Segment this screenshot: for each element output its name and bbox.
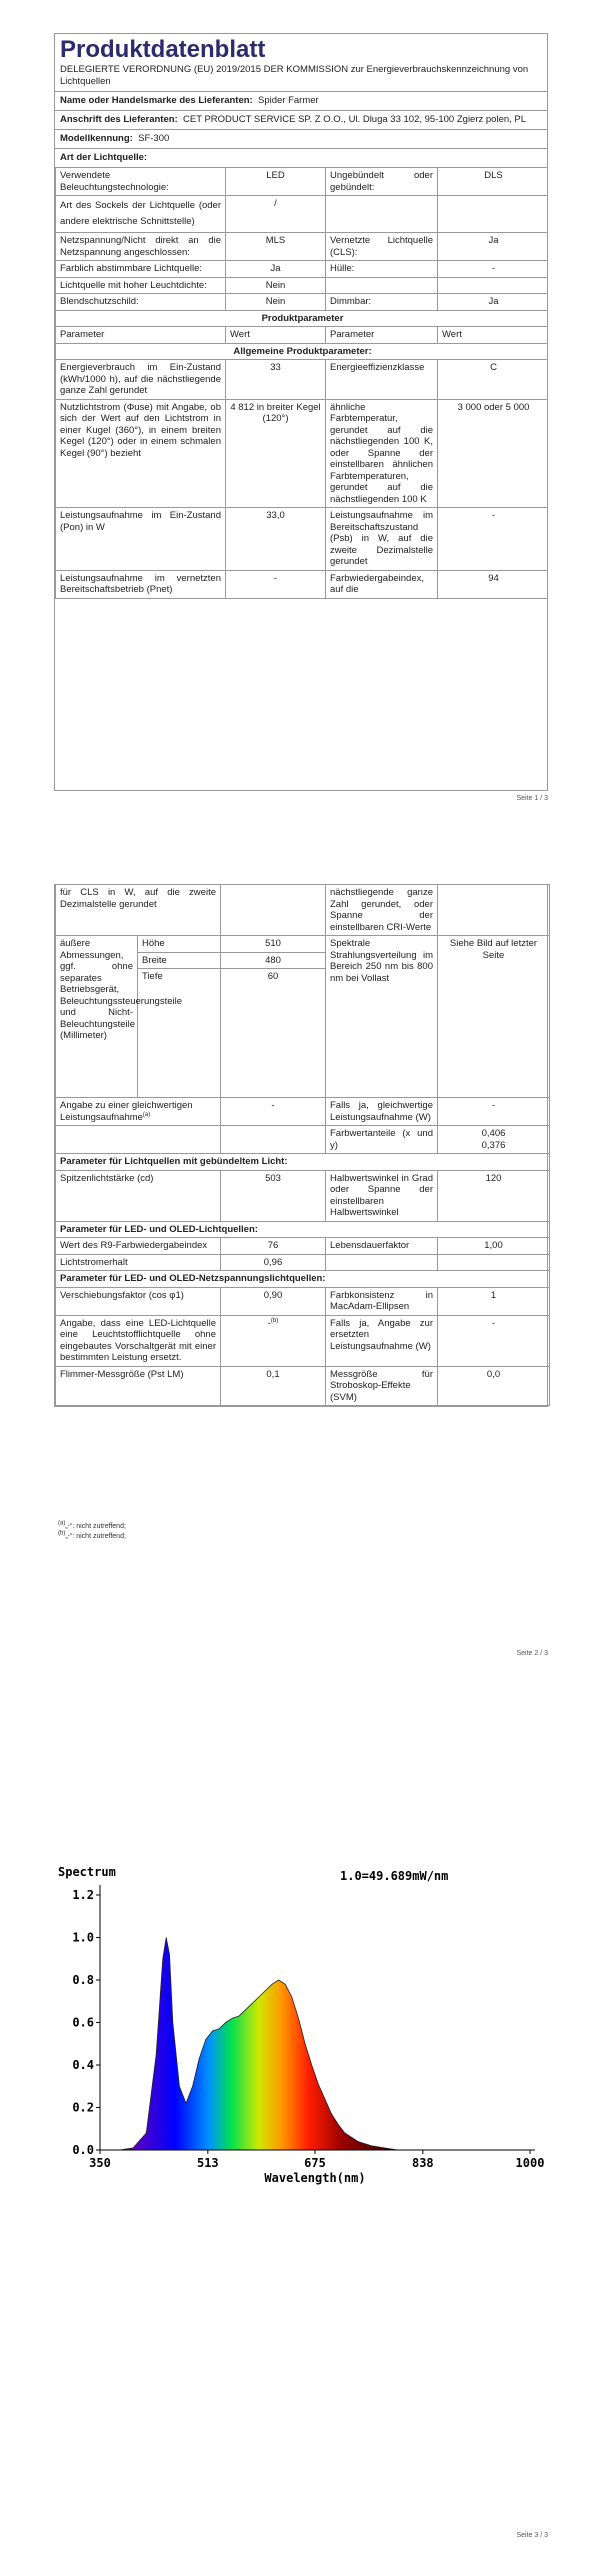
table-cell: Farbkonsistenz in MacAdam-Ellipsen [326, 1287, 438, 1315]
table-cell [326, 196, 438, 233]
table-cell: Messgröße für Stroboskop-Effekte (SVM) [326, 1366, 438, 1406]
table-cell: Flimmer-Messgröße (Pst LM) [56, 1366, 221, 1406]
table-cell: 0,96 [221, 1254, 326, 1271]
table-cell: 33,0 [226, 508, 326, 571]
footnote-a [58, 1522, 126, 1532]
y-tick-label: 1.2 [72, 1888, 94, 1902]
x-tick-label: 838 [411, 2156, 434, 2170]
table-cell: Ja [438, 294, 549, 311]
table-cell [438, 1126, 550, 1154]
supplier-name-row [55, 91, 547, 110]
page-number: Seite 1 / 3 [516, 795, 548, 802]
table-cell: Leistungsaufnahme im vernetzten Bereitschaftsbetrieb (Pnet) [56, 570, 226, 598]
table-cell: Leistungsaufnahme im Bereitschaftszustand (Psb) in W, auf die zweite Dezimalstelle gerundet [326, 508, 438, 571]
footnote-ref: (a) [142, 1111, 151, 1118]
table-cell: 0,0 [438, 1366, 550, 1406]
dimensions-label: äußere Abmessungen, ggf. ohne separates Betriebsgerät, Beleuchtungssteuerungsteile und Nicht-Beleuchtungsteile (Millimeter) [56, 936, 138, 1098]
page-1 [0, 0, 603, 820]
table-row [56, 399, 549, 508]
y-tick-label: 0.4 [72, 2058, 94, 2072]
datasheet-frame-2 [54, 884, 548, 1407]
table-row [56, 168, 549, 196]
dim-value-depth: 60 [221, 969, 326, 1098]
supplier-name-value: Spider Farmer [258, 95, 319, 106]
table-cell: Lebensdauerfaktor [326, 1238, 438, 1255]
supplier-address-label: Anschrift des Lieferanten: [60, 114, 178, 125]
x-tick-label: 513 [196, 2156, 219, 2170]
table-cell [221, 1126, 326, 1154]
datasheet-frame-1 [54, 33, 548, 791]
section-header-row [56, 310, 549, 327]
table-cell: - [438, 261, 549, 278]
table-row [56, 196, 549, 233]
dim-value-height: 510 [221, 936, 326, 953]
table-cell: - [438, 1098, 550, 1126]
table-cell: 76 [221, 1238, 326, 1255]
section-header-row [56, 1221, 550, 1238]
replace-value: - [267, 1317, 271, 1329]
table-row [56, 1098, 550, 1126]
y-tick-label: 0.0 [72, 2143, 94, 2157]
table-cell: 120 [438, 1170, 550, 1221]
table-row [56, 277, 549, 294]
led-header: Parameter für LED- und OLED-Lichtquellen: [56, 1221, 550, 1238]
table-cell: Nein [226, 294, 326, 311]
table-row [56, 1287, 550, 1315]
table-row [56, 936, 550, 953]
y-tick-label: 0.6 [72, 2015, 94, 2030]
supplier-name-label: Name oder Handelsmarke des Lieferanten: [60, 95, 253, 106]
supplier-address-row [55, 110, 547, 129]
table-row [56, 261, 549, 278]
table-cell [326, 1254, 438, 1271]
table-row [56, 360, 549, 400]
table-cell: Dimmbar: [326, 294, 438, 311]
y-tick-label: 0.8 [72, 1973, 94, 1987]
column-header-param: Parameter [326, 327, 438, 344]
table-cell: 503 [221, 1170, 326, 1221]
column-header-row [56, 327, 549, 344]
table-cell: Spitzenlichtstärke (cd) [56, 1170, 221, 1221]
table-cell: Lichtquelle mit hoher Leuchtdichte: [56, 277, 226, 294]
lightsource-type-row [55, 148, 547, 167]
table-cell: Halbwertswinkel in Grad oder Spanne der einstellbaren Halbwertswinkel [326, 1170, 438, 1221]
table-cell [56, 1098, 221, 1126]
table-cell: DLS [438, 168, 549, 196]
model-row [55, 129, 547, 148]
equiv-label: Angabe zu einer gleichwertigen Leistungsaufnahme [60, 1100, 193, 1123]
table-cell: Ja [226, 261, 326, 278]
column-header-param: Parameter [56, 327, 226, 344]
table-cell: Ja [438, 233, 549, 261]
page-title: Produktdatenblatt [60, 36, 266, 63]
table-cell: MLS [226, 233, 326, 261]
params-table-continued [55, 884, 550, 1406]
table-cell: 4 812 in breiter Kegel (120°) [226, 399, 326, 508]
table-cell: Verwendete Beleuchtungstechnologie: [56, 168, 226, 196]
table-cell [221, 885, 326, 936]
table-cell: Verschiebungsfaktor (cos φ1) [56, 1287, 221, 1315]
table-cell: 1 [438, 1287, 550, 1315]
column-header-value: Wert [226, 327, 326, 344]
dim-label-height: Höhe [138, 936, 221, 953]
table-cell: Art des Sockels der Lichtquelle (oder andere elektrische Schnittstelle) [56, 196, 226, 233]
table-cell: Ungebündelt oder gebündelt: [326, 168, 438, 196]
table-cell: C [438, 360, 549, 400]
table-row [56, 1170, 550, 1221]
dim-label-width: Breite [138, 952, 221, 969]
table-cell: Nein [226, 277, 326, 294]
table-row [56, 1238, 550, 1255]
regulation-subtitle: DELEGIERTE VERORDNUNG (EU) 2019/2015 DER KOMMISSION zur Energieverbrauchskennzeichnung von Lichtquellen [60, 64, 529, 87]
table-row [56, 1315, 550, 1366]
table-cell: Lichtstromerhalt [56, 1254, 221, 1271]
product-params-header: Produktparameter [56, 310, 549, 327]
table-cell: Leistungsaufnahme im Ein-Zustand (Pon) in W [56, 508, 226, 571]
chart-title: Spectrum [58, 1865, 116, 1879]
table-cell: - [438, 508, 549, 571]
table-cell: Netzspannung/Nicht direkt an die Netzspannung angeschlossen: [56, 233, 226, 261]
table-cell: 33 [226, 360, 326, 400]
table-cell: nächstliegende ganze Zahl gerundet, oder Spanne der einstellbaren CRI-Werte [326, 885, 438, 936]
x-tick-label: 1000 [515, 2156, 545, 2170]
model-value: SF-300 [138, 133, 170, 144]
page-number: Seite 2 / 3 [516, 1650, 548, 1657]
table-cell: Farbwiedergabeindex, auf die [326, 570, 438, 598]
spectral-value: Siehe Bild auf letzter Seite [438, 936, 550, 1098]
spectral-label: Spektrale Strahlungsverteilung im Bereich 250 nm bis 800 nm bei Vollast [326, 936, 438, 1098]
model-label: Modellkennung: [60, 133, 133, 144]
table-cell: Energieeffizienzklasse [326, 360, 438, 400]
chart-annotation: 1.0=49.689mW/nm [340, 1869, 449, 1883]
spectrum-area [120, 1938, 398, 2151]
page-2 [0, 880, 603, 1680]
table-cell: Nutzlichtstrom (Φuse) mit Angabe, ob sich der Wert auf den Lichtstrom in einer Kugel (360°), in einem breiten Kegel (120°) oder in einem schmalen Kegel (90°) bezieht [56, 399, 226, 508]
table-cell: Falls ja, gleichwertige Leistungsaufnahme (W) [326, 1098, 438, 1126]
section-header-row [56, 343, 549, 360]
table-cell: - [221, 1098, 326, 1126]
mains-header: Parameter für LED- und OLED-Netzspannungslichtquellen: [56, 1271, 550, 1288]
table-row [56, 508, 549, 571]
general-params-header: Allgemeine Produktparameter: [56, 343, 549, 360]
table-cell: Vernetzte Lichtquelle (CLS): [326, 233, 438, 261]
spectrum-chart [50, 1850, 550, 2190]
table-cell: Angabe, dass eine LED-Lichtquelle eine Leuchtstofflichtquelle ohne eingebautes Vorschaltgerät mit einer bestimmten Leistung ersetzt. [56, 1315, 221, 1366]
footnote-a-text: „-“: nicht zutreffend; [65, 1523, 126, 1530]
footnote-b-text: „-“: nicht zutreffend; [65, 1533, 126, 1540]
page-number: Seite 3 / 3 [516, 2532, 548, 2539]
table-cell: 3 000 oder 5 000 [438, 399, 549, 508]
table-cell [326, 277, 438, 294]
table-cell: Falls ja, Angabe zur ersetzten Leistungsaufnahme (W) [326, 1315, 438, 1366]
table-cell: LED [226, 168, 326, 196]
table-row [56, 294, 549, 311]
x-tick-label: 350 [89, 2156, 111, 2170]
type-table [55, 167, 548, 599]
table-row [56, 1366, 550, 1406]
table-cell: ähnliche Farbtemperatur, gerundet auf die nächstliegenden 100 K, oder Spanne der einstellbaren ähnlichen Farbtemperaturen, gerundet auf die nächstliegenden 100 K [326, 399, 438, 508]
table-cell: 1,00 [438, 1238, 550, 1255]
table-cell: Farblich abstimmbare Lichtquelle: [56, 261, 226, 278]
table-cell: 0,1 [221, 1366, 326, 1406]
table-cell: Energieverbrauch im Ein-Zustand (kWh/1000 h), auf die nächstliegende ganze Zahl gerundet [56, 360, 226, 400]
table-cell: Farbwertanteile (x und y) [326, 1126, 438, 1154]
table-cell: für CLS in W, auf die zweite Dezimalstelle gerundet [56, 885, 221, 936]
color-y-value: 0,376 [481, 1139, 506, 1151]
footnote-ref: (b) [270, 1317, 279, 1324]
table-cell [438, 277, 549, 294]
footnotes [58, 1522, 126, 1542]
dim-value-width: 480 [221, 952, 326, 969]
section-header-row [56, 1154, 550, 1171]
table-cell: - [226, 570, 326, 598]
x-axis-label: Wavelength(nm) [264, 2171, 366, 2185]
footnote-b [58, 1532, 126, 1542]
table-cell: Hülle: [326, 261, 438, 278]
table-cell: / [226, 196, 326, 233]
table-cell: 94 [438, 570, 549, 598]
lightsource-type-label: Art der Lichtquelle: [60, 152, 148, 163]
directional-header: Parameter für Lichtquellen mit gebündeltem Licht: [56, 1154, 550, 1171]
color-x-value: 0,406 [481, 1128, 506, 1139]
table-row [56, 1126, 550, 1154]
table-cell [56, 1126, 221, 1154]
table-cell: Wert des R9-Farbwiedergabeindex [56, 1238, 221, 1255]
table-cell [438, 196, 549, 233]
section-header-row [56, 1271, 550, 1288]
x-tick-label: 675 [304, 2156, 326, 2170]
dim-label-depth: Tiefe [138, 969, 221, 1098]
table-row [56, 570, 549, 598]
table-row [56, 885, 550, 936]
table-cell: 0,90 [221, 1287, 326, 1315]
table-cell [438, 885, 550, 936]
table-cell: - [438, 1315, 550, 1366]
table-cell [221, 1315, 326, 1366]
table-row [56, 1254, 550, 1271]
table-row [56, 233, 549, 261]
footnote-b-mark: (b) [58, 1530, 66, 1537]
table-cell: Blendschutzschild: [56, 294, 226, 311]
page-3 [0, 1820, 603, 2560]
column-header-value: Wert [438, 327, 549, 344]
supplier-address-value: CET PRODUCT SERVICE SP. Z O.O., Ul. Dluga 33 102, 95-100 Zgierz polen, PL [183, 114, 527, 125]
footnote-a-mark: (a) [58, 1520, 66, 1527]
y-tick-label: 0.2 [72, 2100, 94, 2115]
y-tick-label: 1.0 [72, 1930, 94, 1945]
table-cell [438, 1254, 550, 1271]
